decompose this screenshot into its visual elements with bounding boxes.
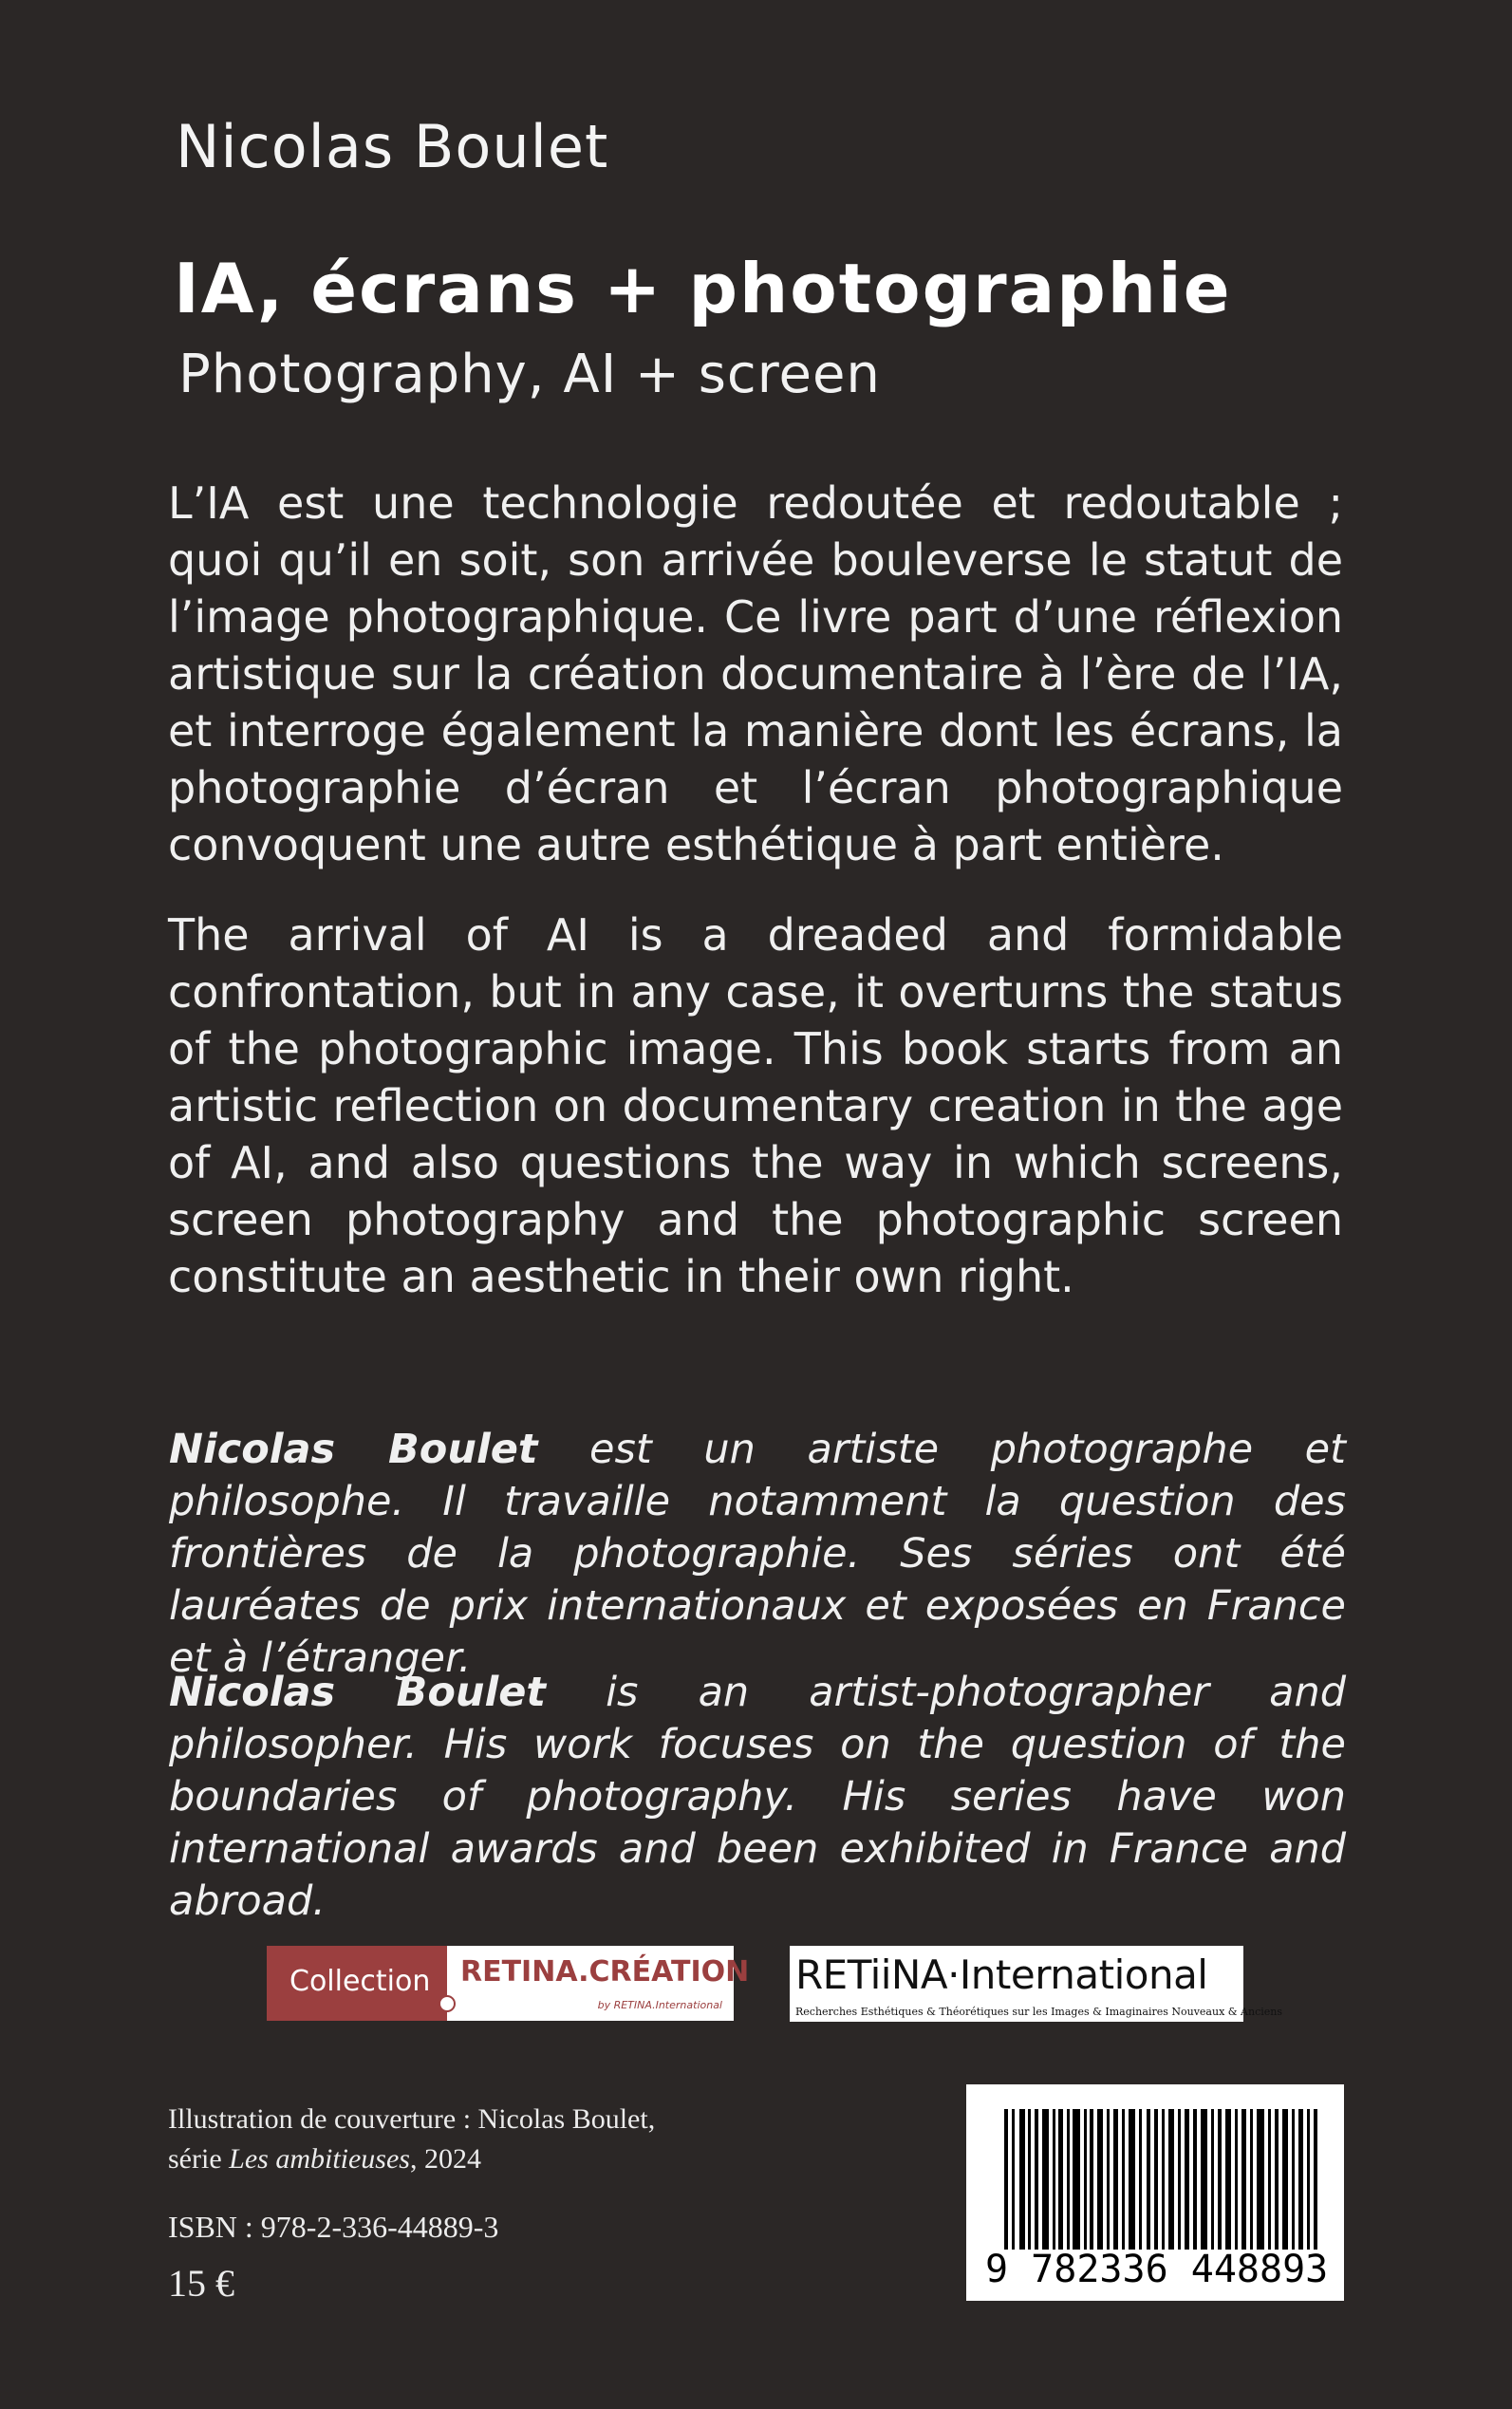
- collection-name: RETINA.CRÉATION: [460, 1955, 750, 1989]
- summary-english: The arrival of AI is a dreaded and formidable confrontation, but in any case, it overturns the status of the photographic image. This book starts from an artistic reflection on documentary creation in the age of AI, and also questions the way in which screens, screen photography and the photographic screen constitute an aesthetic in their own right.: [168, 909, 1343, 1302]
- barcode-number: 9 782336 448893: [985, 2248, 1329, 2291]
- collection-dot-icon: [439, 1995, 456, 2012]
- credit-prefix: série: [168, 2143, 230, 2175]
- retina-tagline: Recherches Esthétiques & Théorétiques sur les Images & Imaginaires Nouveaux & Anciens: [795, 2006, 1282, 2018]
- price: 15 €: [168, 2262, 234, 2305]
- summary-french: L’IA est une technologie redoutée et redoutable ; quoi qu’il en soit, son arrivée bouleverse le statut de l’image photographique. Ce livre part d’une réflexion artistique sur la création documentaire à l’ère de l’IA, et interroge également la manière dont les écrans, la photographie d’écran et l’écran photographique convoquent une autre esthétique à part entière.: [168, 477, 1343, 870]
- cover-credit: [168, 2100, 655, 2179]
- collection-logo-left: [267, 1946, 447, 2021]
- author-bio-english: [169, 1667, 1346, 1928]
- barcode-bars-icon: [1004, 2109, 1317, 2250]
- collection-label: Collection: [289, 1965, 431, 1998]
- author-bio-french: [169, 1424, 1346, 1685]
- isbn: ISBN : 978-2-336-44889-3: [168, 2210, 499, 2244]
- bio-text: est un artiste photographe et philosophe. Il travaille notamment la question des frontières de la photographie. Ses séries ont été lauréates de prix internationaux et exposées en France et à l’étranger.: [169, 1426, 1346, 1682]
- collection-logo-right: [447, 1946, 750, 2021]
- retina-international-logo: [790, 1946, 1282, 2022]
- author-name: Nicolas Boulet: [176, 112, 609, 181]
- collection-by: by RETINA.International: [597, 1999, 722, 2011]
- credit-line-2: [168, 2139, 655, 2179]
- credit-line-1: Illustration de couverture : Nicolas Boulet,: [168, 2103, 656, 2135]
- collection-logo: [267, 1946, 750, 2021]
- retina-name: RETiiNA·International: [795, 1951, 1208, 1998]
- book-subtitle: Photography, AI + screen: [178, 344, 881, 405]
- series-title: Les ambitieuses: [229, 2143, 410, 2175]
- bio-author-name: Nicolas Boulet: [169, 1669, 546, 1716]
- bio-author-name: Nicolas Boulet: [169, 1426, 538, 1473]
- credit-suffix: , 2024: [409, 2143, 481, 2175]
- book-title: IA, écrans + photographie: [174, 249, 1232, 328]
- bio-text: is an artist-photographer and philosopher. His work focuses on the question of the boundaries of photography. His series have won international awards and been exhibited in France and abroad.: [169, 1669, 1346, 1925]
- barcode: [966, 2084, 1344, 2301]
